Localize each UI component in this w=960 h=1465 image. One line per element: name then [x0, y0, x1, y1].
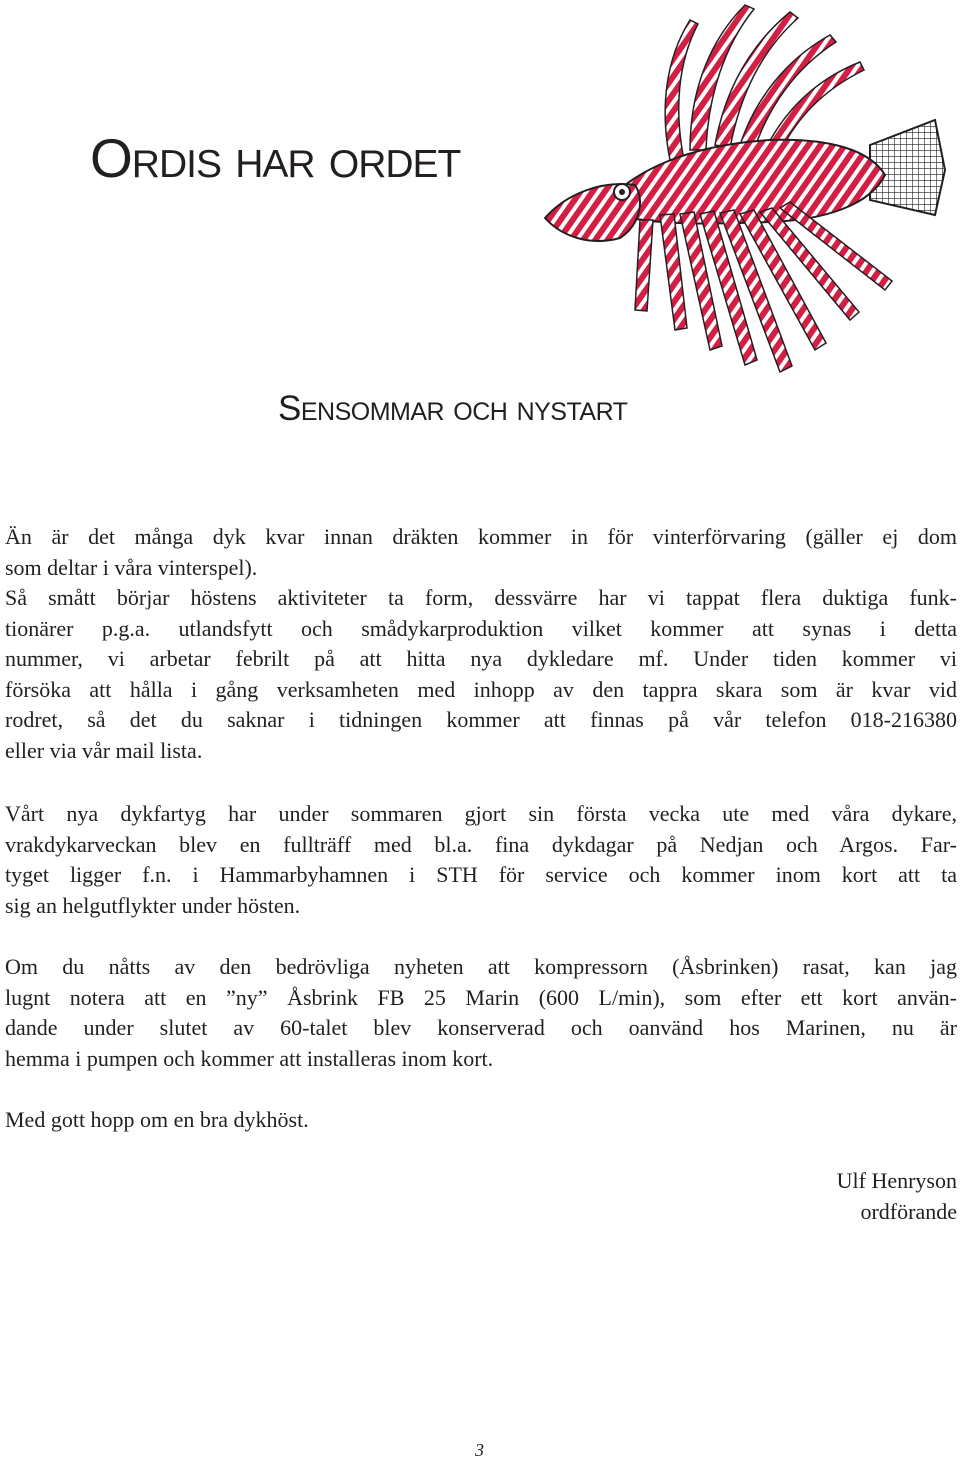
- text-line: sig an helgutflykter under hösten.: [5, 892, 301, 918]
- text-line: dande under slutet av 60-talet blev konserverad och oanvänd hos Marinen, nu är: [5, 1015, 957, 1040]
- text-line: Om du nåtts av den bedrövliga nyheten att kompressorn (Åsbrinken) rasat, kan jag: [5, 954, 957, 979]
- text-line: Så smått börjar höstens aktiviteter ta form, dessvärre har vi tappat flera duktiga funk-: [5, 585, 957, 610]
- text-line: Vårt nya dykfartyg har under sommaren gjort sin första vecka ute med våra dykare,: [5, 801, 957, 826]
- closing-line: [5, 1105, 957, 1136]
- page-title: Ordis har ordet: [90, 127, 461, 189]
- text-line: tionärer p.g.a. utlandsfytt och smådykarproduktion vilket kommer att synas i detta: [5, 615, 957, 641]
- text-line: som deltar i våra vinterspel).: [5, 554, 258, 580]
- signature-name: Ulf Henryson: [836, 1168, 957, 1193]
- text-line: Med gott hopp om en bra dykhöst.: [5, 1107, 309, 1132]
- text-line: nummer, vi arbetar febrilt på att hitta nya dykledare mf. Under tiden kommer vi: [5, 646, 957, 671]
- page-number: 3: [475, 1440, 484, 1460]
- lionfish-illustration: [540, 0, 950, 395]
- paragraph-2: [5, 799, 957, 921]
- text-line: vrakdykarveckan blev en fullträff med bl.a. fina dykdagar på Nedjan och Argos. Far-: [5, 831, 957, 857]
- signature-role: ordförande: [860, 1198, 957, 1224]
- section-title: Sensommar och nystart: [278, 389, 628, 428]
- text-line: tyget ligger f.n. i Hammarbyhamnen i STH för service och kommer inom kort att ta: [5, 862, 957, 887]
- paragraph-3: [5, 952, 957, 1074]
- text-line: lugnt notera att en ”ny” Åsbrink FB 25 Marin (600 L/min), som efter ett kort använ-: [5, 984, 957, 1010]
- text-line: rodret, så det du saknar i tidningen kommer att finnas på vår telefon 018-216380: [5, 707, 957, 732]
- text-line: Än är det många dyk kvar innan dräkten kommer in för vinterförvaring (gäller ej dom: [5, 524, 957, 549]
- signature: [837, 1166, 957, 1227]
- text-line: hemma i pumpen och kommer att installeras inom kort.: [5, 1045, 494, 1071]
- text-line: försöka att hålla i gång verksamheten med inhopp av den tappra skara som är kvar vid: [5, 676, 957, 702]
- text-line: eller via vår mail lista.: [5, 737, 203, 763]
- paragraph-1: [5, 522, 957, 766]
